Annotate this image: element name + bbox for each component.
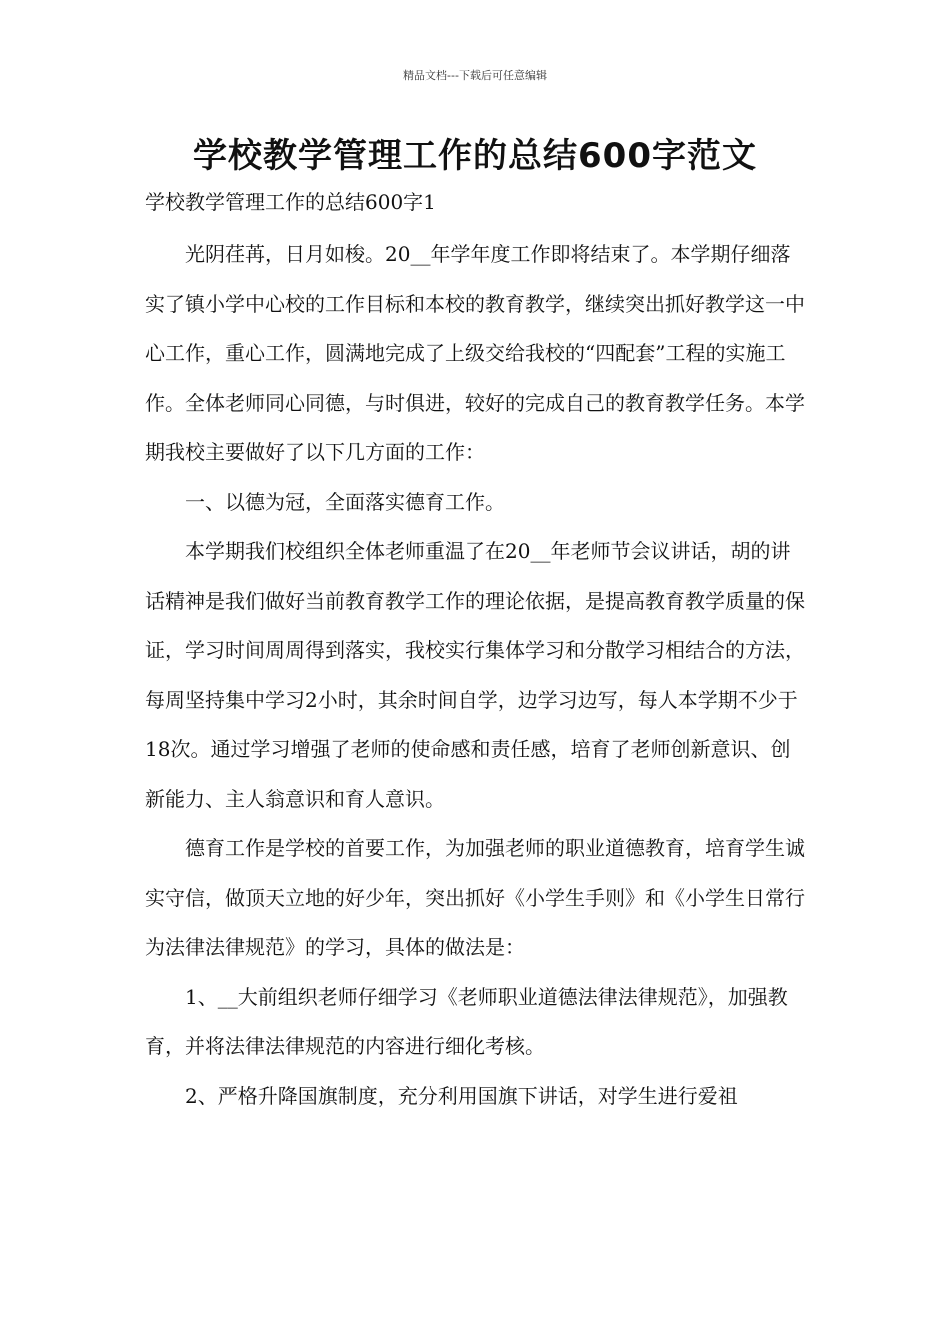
- paragraph-moral-education: 德育工作是学校的首要工作，为加强老师的职业道德教育，培育学生诚实守信，做顶天立地的好少年，突出抓好《小学生手则》和《小学生日常行为法律法律规范》的学习，具体的做法是：: [145, 836, 805, 959]
- document-body: [145, 230, 810, 1121]
- document-title: 学校教学管理工作的总结600字范文: [193, 136, 757, 176]
- paragraph-item-1: 1、__大前组织老师仔细学习《老师职业道德法律法律规范》，加强教育，并将法律法律规范的内容进行细化考核。: [145, 984, 788, 1058]
- paragraph-intro: 光阴荏苒，日月如梭。20__年学年度工作即将结束了。本学期仔细落实了镇小学中心校的工作目标和本校的教育教学，继续突出抓好教学这一中心工作，重心工作，圆满地完成了上级交给我校的“四配套”工程的实施工作。全体老师同心同德，与时俱进，较好的完成自己的教育教学任务。本学期我校主要做好了以下几方面的工作：: [145, 242, 805, 464]
- header-note: 精品文档---下载后可任意编辑: [403, 69, 547, 82]
- document-subtitle: 学校教学管理工作的总结600字1: [145, 190, 436, 214]
- paragraph-study: 本学期我们校组织全体老师重温了在20__年老师节会议讲话，胡的讲话精神是我们做好当前教育教学工作的理论依据，是提高教育教学质量的保证，学习时间周周得到落实，我校实行集体学习和分散学习相结合的方法，每周坚持集中学习2小时，其余时间自学，边学习边写，每人本学期不少于18次。通过学习增强了老师的使命感和责任感，培育了老师创新意识、创新能力、主人翁意识和育人意识。: [145, 539, 805, 811]
- paragraph-item-2: 2、严格升降国旗制度，充分利用国旗下讲话，对学生进行爱祖: [185, 1083, 738, 1108]
- paragraph-section-heading: 一、以德为冠，全面落实德育工作。: [185, 489, 505, 514]
